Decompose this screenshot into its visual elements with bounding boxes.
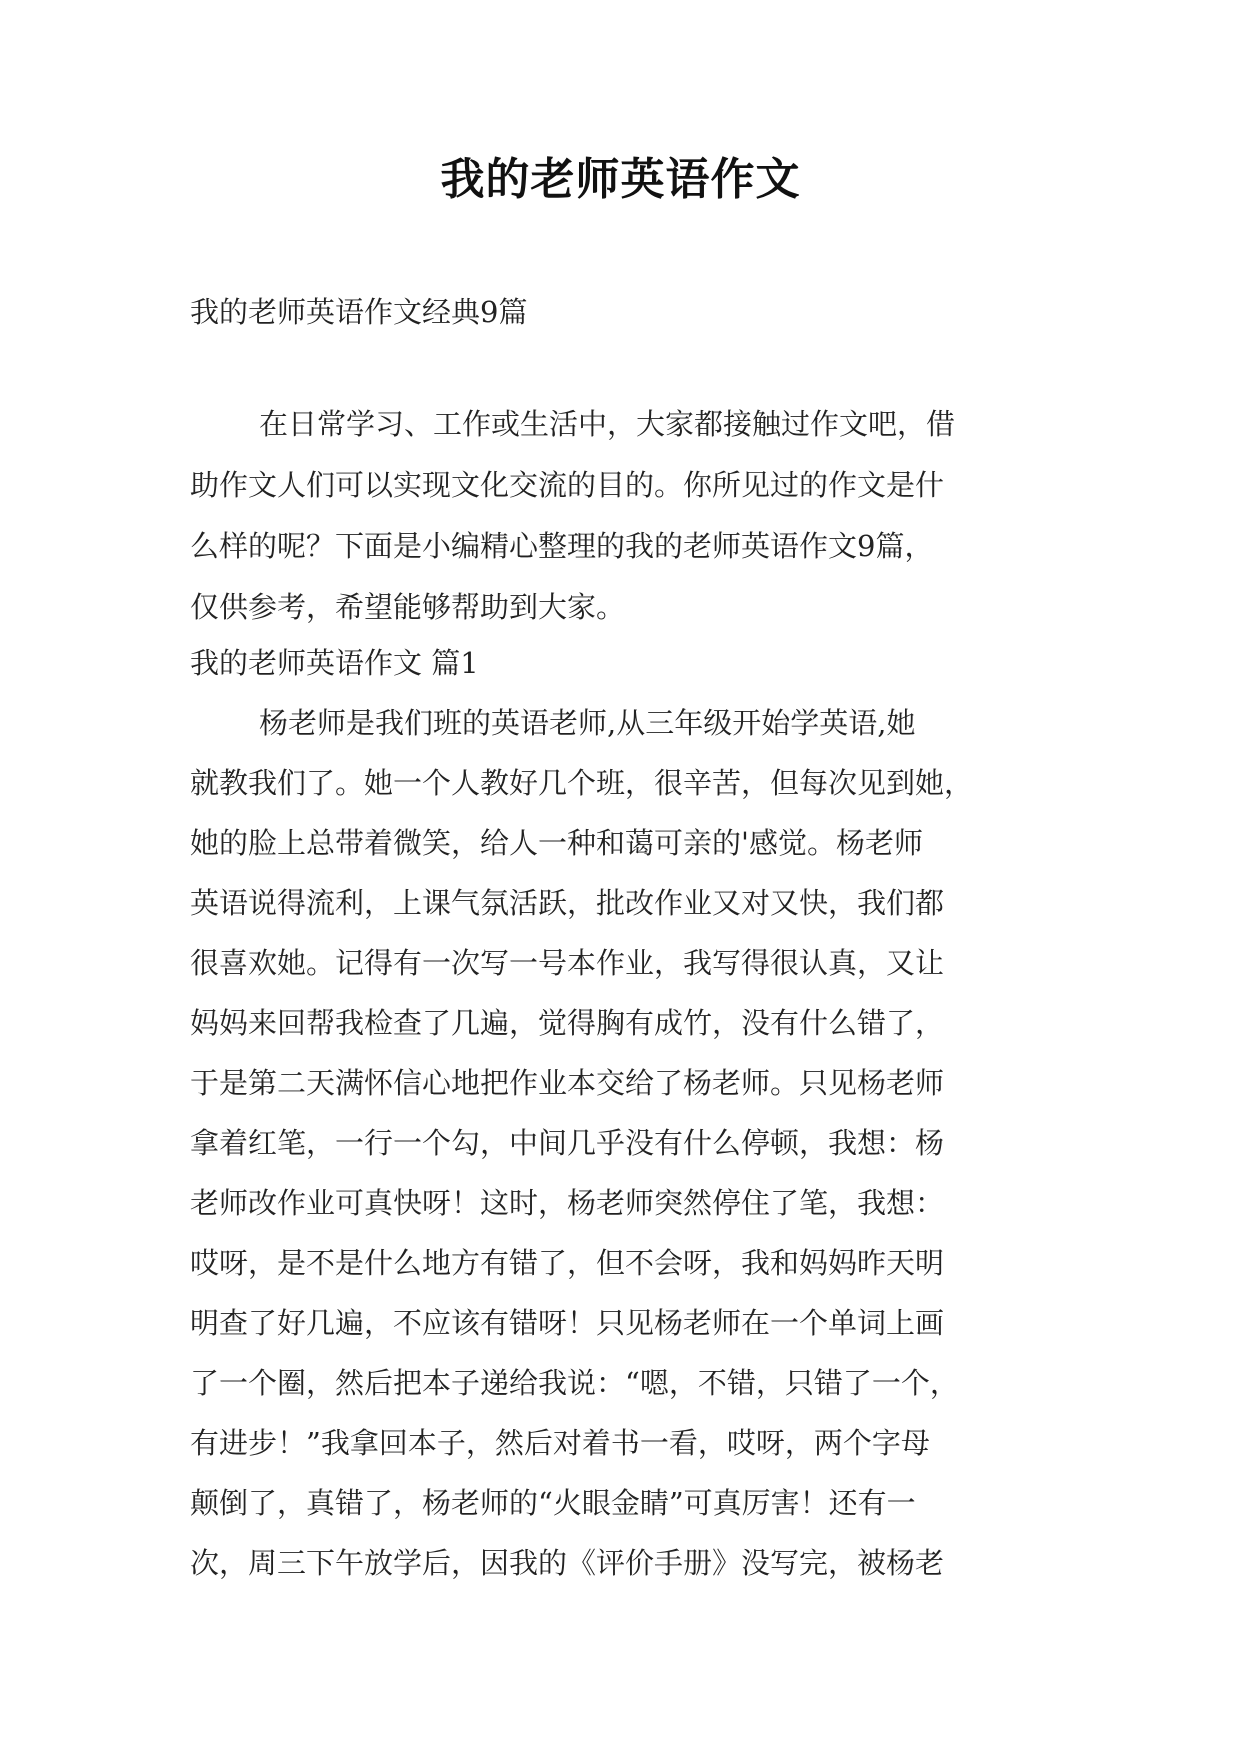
body-paragraph-line: 很喜欢她。记得有一次写一号本作业，我写得很认真，又让 bbox=[190, 946, 945, 980]
body-paragraph-line: 妈妈来回帮我检查了几遍，觉得胸有成竹，没有什么错了， bbox=[190, 1006, 945, 1040]
section-heading: 我的老师英语作文 篇1 bbox=[190, 646, 479, 680]
body-paragraph-line: 次，周三下午放学后，因我的《评价手册》没写完，被杨老 bbox=[190, 1546, 945, 1580]
body-paragraph-line: 了一个圈，然后把本子递给我说：“嗯，不错，只错了一个， bbox=[190, 1366, 959, 1400]
body-paragraph-line: 老师改作业可真快呀！这时，杨老师突然停住了笔，我想： bbox=[190, 1186, 945, 1220]
body-paragraph-line: 拿着红笔，一行一个勾，中间几乎没有什么停顿，我想：杨 bbox=[190, 1126, 945, 1160]
intro-paragraph-line: 仅供参考，希望能够帮助到大家。 bbox=[190, 590, 626, 624]
intro-paragraph-line: 在日常学习、工作或生活中，大家都接触过作文吧，借 bbox=[259, 407, 956, 441]
body-paragraph-line: 颠倒了，真错了，杨老师的“火眼金睛”可真厉害！还有一 bbox=[190, 1486, 916, 1520]
intro-paragraph-line: 么样的呢？下面是小编精心整理的我的老师英语作文9篇， bbox=[190, 529, 934, 563]
intro-paragraph-line: 助作文人们可以实现文化交流的目的。你所见过的作文是什 bbox=[190, 468, 945, 502]
body-paragraph-line: 杨老师是我们班的英语老师,从三年级开始学英语,她 bbox=[259, 706, 916, 740]
body-paragraph-line: 有进步！”我拿回本子，然后对着书一看，哎呀，两个字母 bbox=[190, 1426, 930, 1460]
body-paragraph-line: 她的脸上总带着微笑，给人一种和蔼可亲的'感觉。杨老师 bbox=[190, 826, 923, 860]
body-paragraph-line: 英语说得流利，上课气氛活跃，批改作业又对又快，我们都 bbox=[190, 886, 945, 920]
document-title: 我的老师英语作文 bbox=[440, 154, 801, 205]
document-subtitle: 我的老师英语作文经典9篇 bbox=[190, 295, 528, 329]
body-paragraph-line: 明查了好几遍，不应该有错呀！只见杨老师在一个单词上画 bbox=[190, 1306, 945, 1340]
body-paragraph-line: 哎呀，是不是什么地方有错了，但不会呀，我和妈妈昨天明 bbox=[190, 1246, 945, 1280]
body-paragraph-line: 就教我们了。她一个人教好几个班，很辛苦，但每次见到她， bbox=[190, 766, 974, 800]
body-paragraph-line: 于是第二天满怀信心地把作业本交给了杨老师。只见杨老师 bbox=[190, 1066, 945, 1100]
